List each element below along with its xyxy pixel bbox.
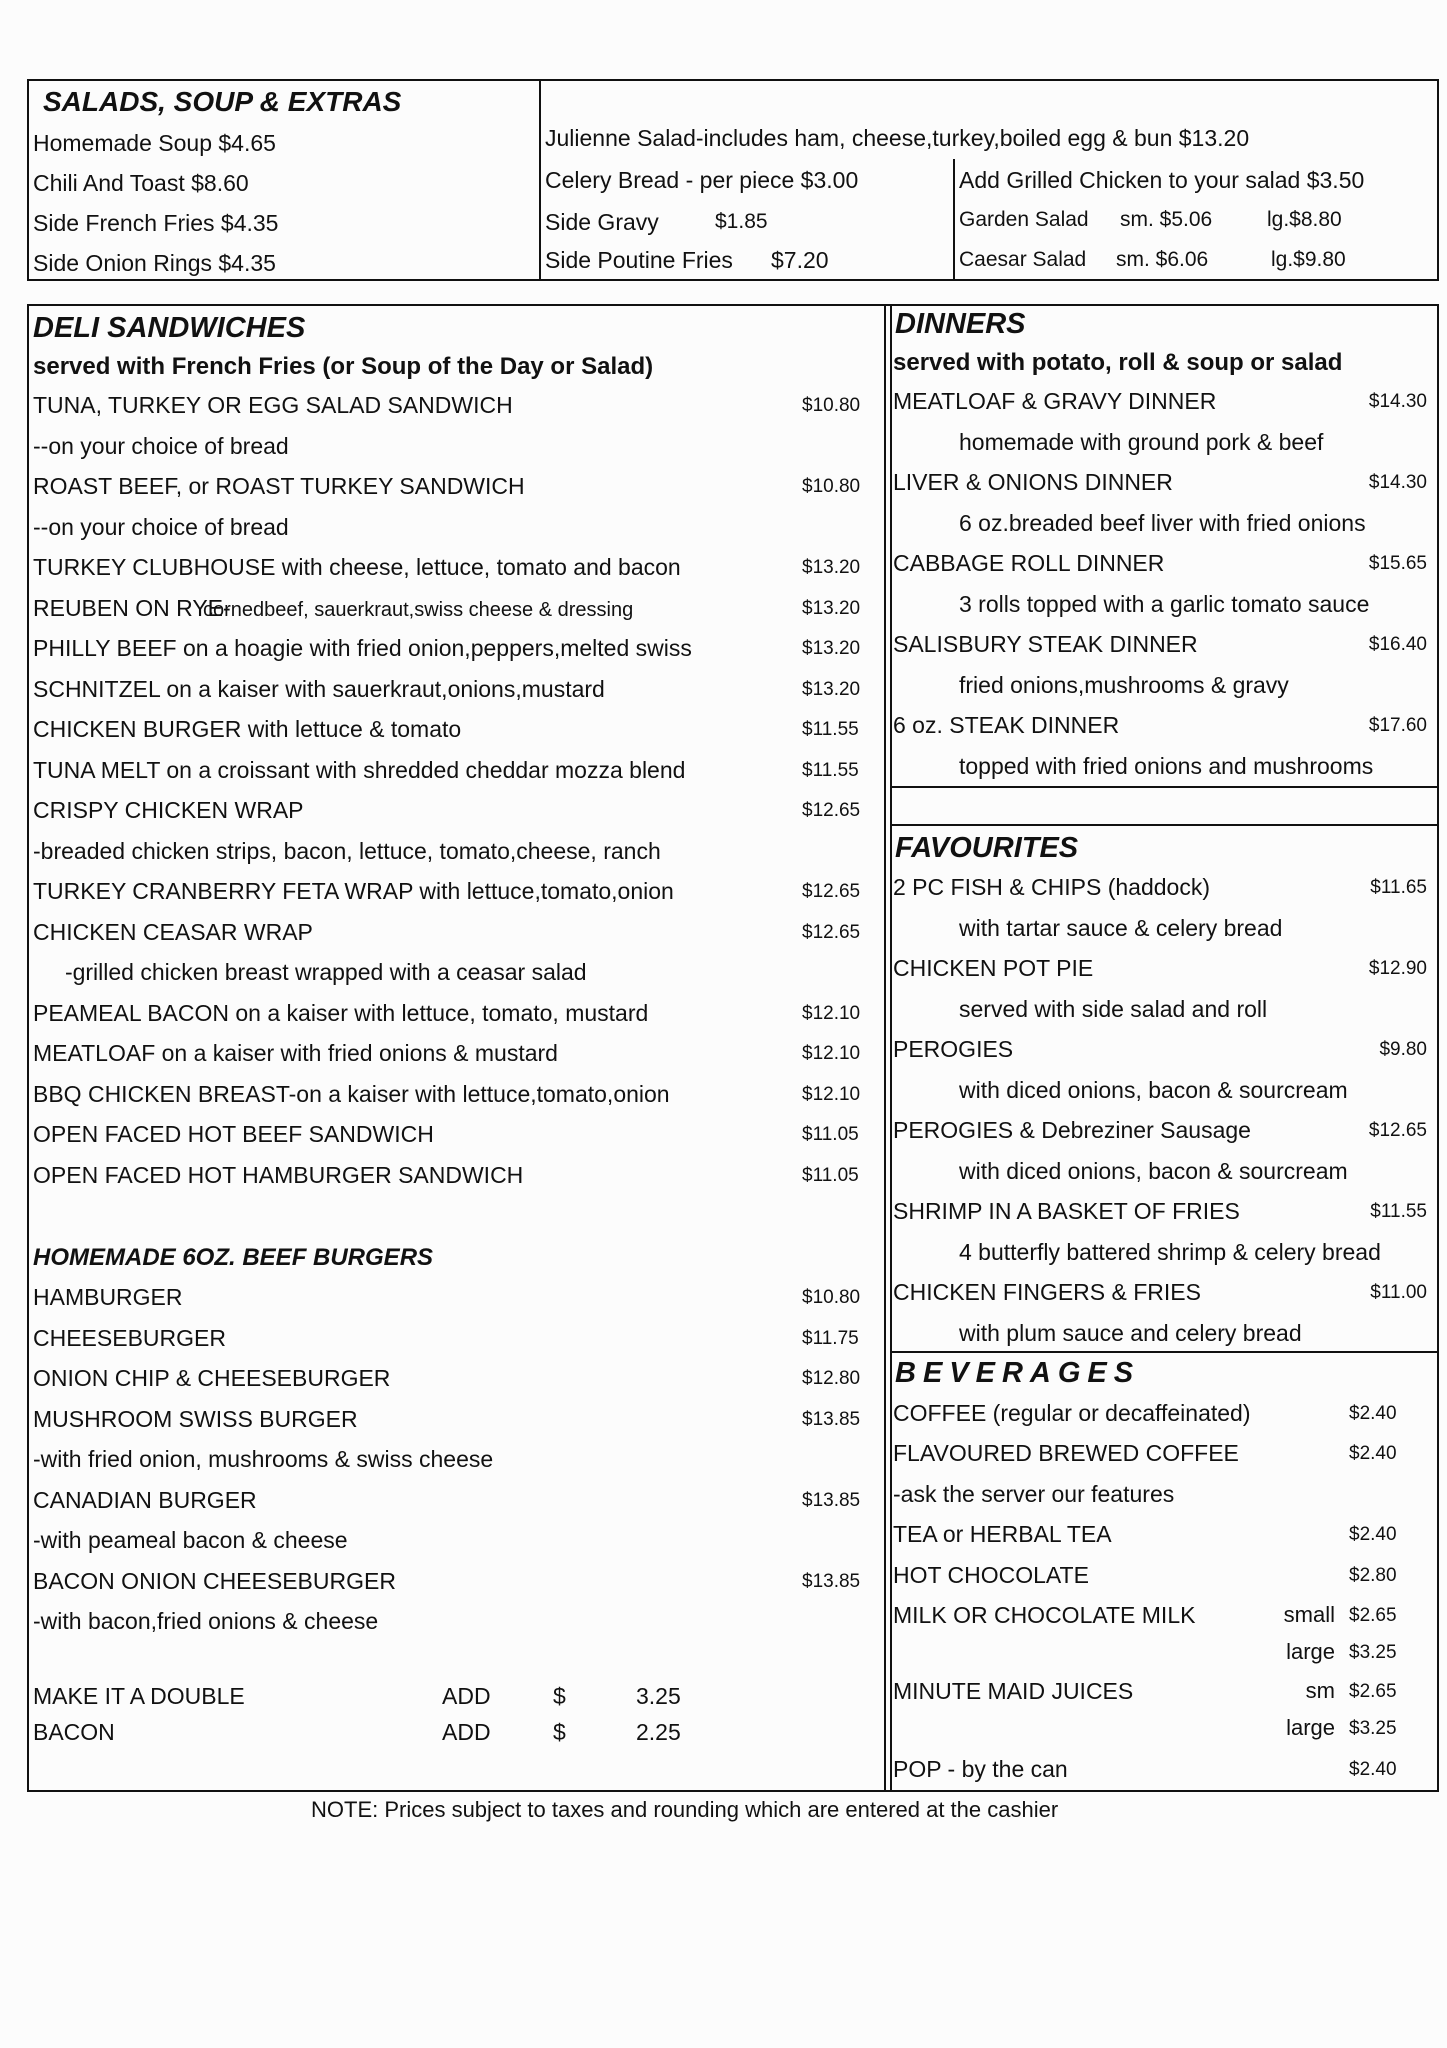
menu-item-price: $12.90 — [1368, 958, 1427, 979]
side-gravy-label: Side Gravy — [545, 209, 659, 235]
menu-item: TUNA MELT on a croissant with shredded cheddar mozza blend — [33, 756, 686, 783]
menu-item: CANADIAN BURGER — [33, 1486, 257, 1513]
menu-item-description: with diced onions, bacon & sourcream — [959, 1157, 1348, 1184]
dinners-subtitle: served with potato, roll & soup or salad — [893, 349, 1343, 376]
menu-item: CRISPY CHICKEN WRAP — [33, 797, 304, 823]
menu-item-price: $9.80 — [1379, 1039, 1427, 1060]
menu-item-price: $14.30 — [1368, 472, 1427, 493]
size-label: large — [1286, 1639, 1335, 1664]
menu-item-description: -with bacon,fried onions & cheese — [33, 1608, 379, 1634]
menu-item-price: $12.65 — [802, 921, 861, 943]
menu-item: 6 oz. STEAK DINNER — [893, 712, 1120, 738]
menu-item: PEROGIES & Debreziner Sausage — [893, 1117, 1251, 1143]
menu-item-price: $2.40 — [1349, 1443, 1397, 1464]
menu-item-price: $12.10 — [802, 1002, 861, 1024]
menu-item-price: $10.80 — [802, 395, 861, 416]
menu-item-detail: cornedbeef, sauerkraut,swiss cheese & dressing — [203, 598, 634, 621]
menu-item-description: with plum sauce and celery bread — [959, 1319, 1302, 1346]
menu-item: SHRIMP IN A BASKET OF FRIES — [893, 1198, 1240, 1224]
menu-item: TEA or HERBAL TEA — [893, 1521, 1112, 1547]
menu-item-price: $13.20 — [802, 597, 861, 619]
menu-item: PHILLY BEEF on a hoagie with fried onion,peppers,melted swiss — [33, 635, 692, 661]
side-gravy-price: $1.85 — [715, 210, 768, 233]
addon-add: ADD — [442, 1683, 491, 1709]
main-divider — [884, 304, 886, 1792]
size-label: small — [1283, 1602, 1335, 1627]
size-label: large — [1286, 1715, 1335, 1740]
side-item: Side Onion Rings $4.35 — [33, 250, 276, 276]
menu-item: SALISBURY STEAK DINNER — [893, 631, 1198, 657]
menu-item-price: $3.25 — [1349, 1718, 1397, 1739]
menu-item-description: fried onions,mushrooms & gravy — [959, 671, 1289, 698]
menu-item-price: $12.65 — [802, 800, 861, 821]
menu-item: CABBAGE ROLL DINNER — [893, 550, 1165, 576]
menu-item-description: -with peameal bacon & cheese — [33, 1527, 348, 1553]
caesar-salad-sm: sm. $6.06 — [1116, 248, 1209, 271]
menu-item: MEATLOAF on a kaiser with fried onions & mustard — [33, 1040, 558, 1066]
menu-item-description: with diced onions, bacon & sourcream — [959, 1076, 1348, 1103]
menu-item-price: $16.40 — [1368, 634, 1427, 655]
menu-item-price: $11.65 — [1370, 877, 1427, 898]
addon-currency: $ — [553, 1683, 566, 1709]
menu-item: PEAMEAL BACON on a kaiser with lettuce, tomato, mustard — [33, 999, 649, 1026]
celery-bread: Celery Bread - per piece $3.00 — [545, 167, 859, 193]
menu-item: CHICKEN CEASAR WRAP — [33, 918, 313, 945]
menu-item-description: 6 oz.breaded beef liver with fried onions — [959, 509, 1366, 536]
menu-item-price: $13.85 — [802, 1570, 861, 1592]
menu-item-description: 4 butterfly battered shrimp & celery bread — [959, 1238, 1381, 1265]
menu-item: PEROGIES — [893, 1036, 1014, 1062]
garden-salad-label: Garden Salad — [959, 208, 1089, 231]
menu-item-price: $13.20 — [802, 678, 861, 700]
menu-item-description: --on your choice of bread — [33, 432, 289, 459]
side-item: Chili And Toast $8.60 — [33, 170, 249, 196]
garden-salad-sm: sm. $5.06 — [1120, 208, 1213, 231]
addon-label: BACON — [33, 1719, 115, 1745]
menu-item: 2 PC FISH & CHIPS (haddock) — [893, 874, 1210, 900]
menu-item-description: with tartar sauce & celery bread — [959, 914, 1283, 941]
menu-item-description: homemade with ground pork & beef — [959, 428, 1324, 455]
julienne-salad: Julienne Salad-includes ham, cheese,turkey,boiled egg & bun $13.20 — [545, 125, 1250, 151]
menu-item-price: $12.10 — [802, 1043, 861, 1064]
menu-item: MILK OR CHOCOLATE MILK — [893, 1602, 1196, 1628]
price-note: NOTE: Prices subject to taxes and rounding which are entered at the cashier — [311, 1797, 1059, 1822]
menu-item-price: $11.55 — [1370, 1201, 1427, 1222]
menu-item-price: $2.65 — [1349, 1605, 1397, 1626]
side-item: Homemade Soup $4.65 — [33, 130, 276, 156]
menu-item-price: $11.55 — [802, 719, 859, 740]
menu-item-price: $14.30 — [1368, 391, 1427, 412]
menu-item: POP - by the can — [893, 1756, 1068, 1782]
dinners-title: DINNERS — [895, 308, 1026, 340]
salads-title: SALADS, SOUP & EXTRAS — [43, 86, 402, 117]
menu-item: REUBEN ON RYE- — [33, 594, 231, 621]
menu-item-price: $2.40 — [1349, 1403, 1397, 1424]
addon-price: 2.25 — [636, 1719, 681, 1745]
menu-item: LIVER & ONIONS DINNER — [893, 469, 1173, 495]
menu-item-price: $2.40 — [1349, 1759, 1397, 1780]
menu-item: ROAST BEEF, or ROAST TURKEY SANDWICH — [33, 473, 525, 499]
menu-item: ONION CHIP & CHEESEBURGER — [33, 1365, 391, 1391]
menu-item-price: $11.55 — [802, 759, 859, 781]
menu-item: BBQ CHICKEN BREAST-on a kaiser with lettuce,tomato,onion — [33, 1080, 670, 1107]
salads-divider-2 — [953, 159, 955, 281]
side-poutine-price: $7.20 — [771, 247, 829, 273]
menu-item: OPEN FACED HOT HAMBURGER SANDWICH — [33, 1161, 524, 1188]
menu-item-price: $2.65 — [1349, 1681, 1397, 1702]
menu-item-price: $15.65 — [1368, 553, 1427, 574]
addon-label: MAKE IT A DOUBLE — [33, 1683, 245, 1709]
size-label: sm — [1305, 1678, 1335, 1703]
menu-item-price: $11.00 — [1370, 1282, 1427, 1303]
menu-item-price: $11.05 — [802, 1124, 859, 1145]
menu-item: HOT CHOCOLATE — [893, 1562, 1089, 1588]
menu-item-price: $13.85 — [802, 1489, 861, 1511]
menu-item-description: -breaded chicken strips, bacon, lettuce, tomato,cheese, ranch — [33, 837, 661, 864]
menu-item: CHICKEN POT PIE — [893, 955, 1094, 981]
menu-item-price: $11.05 — [802, 1164, 859, 1186]
menu-item: TURKEY CRANBERRY FETA WRAP with lettuce,tomato,onion — [33, 878, 674, 904]
menu-item-description: --on your choice of bread — [33, 513, 289, 540]
dinners-bottom-rule — [890, 786, 1439, 788]
caesar-salad-lg: lg.$9.80 — [1271, 248, 1346, 271]
menu-item: MUSHROOM SWISS BURGER — [33, 1405, 358, 1432]
menu-item: MINUTE MAID JUICES — [893, 1678, 1134, 1704]
menu-item-description: -ask the server our features — [893, 1481, 1175, 1507]
menu-item-price: $13.20 — [802, 638, 861, 659]
menu-item: CHICKEN FINGERS & FRIES — [893, 1279, 1201, 1305]
menu-item-price: $12.80 — [802, 1368, 861, 1389]
side-poutine-label: Side Poutine Fries — [545, 247, 733, 273]
menu-item: CHICKEN BURGER with lettuce & tomato — [33, 716, 462, 742]
menu-item-price: $13.20 — [802, 557, 861, 578]
menu-item: OPEN FACED HOT BEEF SANDWICH — [33, 1121, 434, 1147]
deli-subtitle: served with French Fries (or Soup of the Day or Salad) — [33, 353, 654, 380]
addon-price: 3.25 — [636, 1683, 681, 1709]
menu-item-description: served with side salad and roll — [959, 995, 1268, 1022]
beverages-top-rule — [890, 1351, 1439, 1353]
menu-item: TURKEY CLUBHOUSE with cheese, lettuce, tomato and bacon — [33, 554, 681, 580]
menu-item: SCHNITZEL on a kaiser with sauerkraut,onions,mustard — [33, 675, 605, 702]
menu-item-description: -with fried onion, mushrooms & swiss cheese — [33, 1446, 494, 1472]
menu-item-price: $2.40 — [1349, 1524, 1397, 1545]
deli-title: DELI SANDWICHES — [33, 312, 306, 344]
favourites-title: FAVOURITES — [895, 832, 1079, 864]
menu-item: COFFEE (regular or decaffeinated) — [893, 1400, 1251, 1426]
menu-item-description: 3 rolls topped with a garlic tomato sauce — [959, 590, 1370, 617]
menu-item-description: -grilled chicken breast wrapped with a ceasar salad — [33, 959, 587, 985]
menu-item-price: $3.25 — [1349, 1642, 1397, 1663]
menu-item-price: $13.85 — [802, 1408, 861, 1430]
menu-item: CHEESEBURGER — [33, 1324, 226, 1351]
salads-divider — [539, 79, 541, 281]
beverages-title: BEVERAGES — [895, 1357, 1141, 1389]
menu-item-price: $12.65 — [802, 881, 861, 902]
addon-add: ADD — [442, 1719, 491, 1745]
garden-salad-lg: lg.$8.80 — [1267, 208, 1342, 231]
menu-item-price: $10.80 — [802, 1287, 861, 1308]
side-item: Side French Fries $4.35 — [33, 210, 279, 236]
menu-item-price: $11.75 — [802, 1327, 859, 1349]
caesar-salad-label: Caesar Salad — [959, 248, 1087, 271]
addon-currency: $ — [553, 1719, 566, 1745]
menu-item-price: $12.65 — [1368, 1120, 1427, 1141]
menu-item-description: topped with fried onions and mushrooms — [959, 752, 1374, 779]
main-divider-inner — [890, 304, 892, 1792]
menu-item: MEATLOAF & GRAVY DINNER — [893, 388, 1217, 414]
menu-item-price: $10.80 — [802, 476, 861, 497]
menu-item: FLAVOURED BREWED COFFEE — [893, 1440, 1239, 1466]
menu-item: TUNA, TURKEY OR EGG SALAD SANDWICH — [33, 392, 513, 418]
menu-item-price: $2.80 — [1349, 1565, 1397, 1586]
add-grilled-chicken: Add Grilled Chicken to your salad $3.50 — [959, 167, 1365, 193]
menu-item-price: $12.10 — [802, 1083, 861, 1105]
menu-item: BACON ONION CHEESEBURGER — [33, 1567, 396, 1594]
burgers-title: HOMEMADE 6OZ. BEEF BURGERS — [33, 1244, 434, 1271]
menu-item: HAMBURGER — [33, 1284, 183, 1310]
favourites-top-rule — [890, 824, 1439, 826]
menu-item-price: $17.60 — [1368, 715, 1427, 736]
